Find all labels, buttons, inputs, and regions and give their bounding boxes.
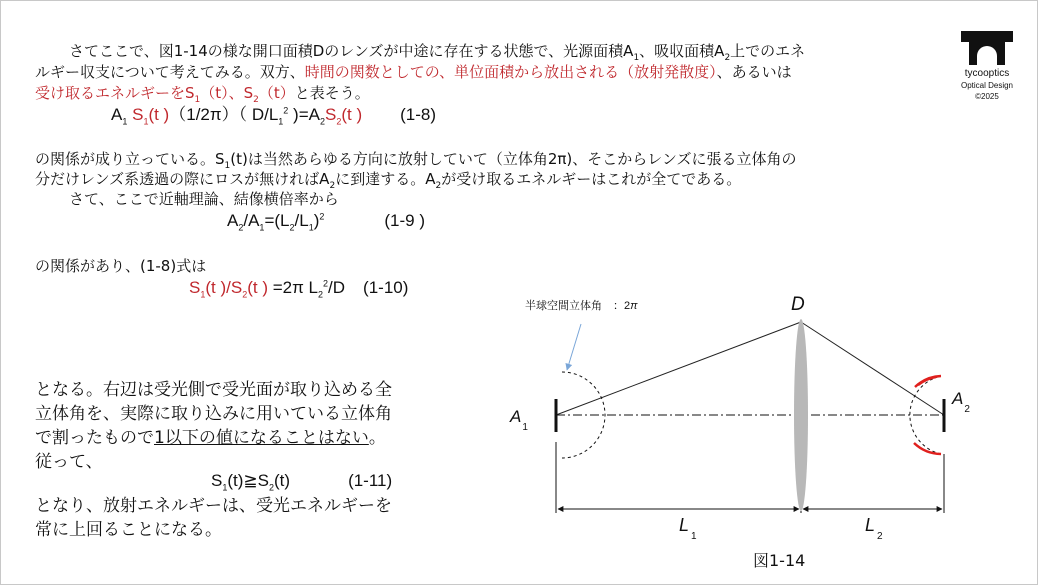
label-l2: $L_2$ <box>865 515 883 542</box>
para1-line2: ルギー収支について考えてみる。双方、時間の関数としての、単位面積から放出される（放射発散度）、あるいは <box>35 63 792 81</box>
ray-to-lens <box>556 322 801 415</box>
equation-1-8: $A_1$ $S_1(t$ )（1/2π）（ $D/L_1^2$ )$=A_2S_2(t$ ) (1-8) <box>111 105 437 127</box>
para5-line2: 常に上回ることになる。 <box>35 520 222 540</box>
para4-line2: 立体角を、実際に取り込みに用いている立体角 <box>35 404 392 424</box>
para1-line1: さてここで、図1-14の様な開口面積Dのレンズが中途に存在する状態で、光源面積$A_1$、吸収面積$A_2$上でのエネ <box>69 42 806 63</box>
label-a1: $A_1$ <box>510 407 528 433</box>
label-d: D <box>791 294 805 315</box>
para4-line1: となる。右辺は受光側で受光面が取り込める全 <box>35 380 392 400</box>
para2-line2: 分だけレンズ系透過の際にロスが無ければ$A_2$に到達する。$A_2$が受け取るエネルギーはこれが全てである。 <box>35 170 742 191</box>
ray-from-lens <box>801 322 944 415</box>
para4-line3: で割ったもので1以下の値になることはない。 <box>35 428 386 448</box>
logo-subtitle: Optical Design <box>960 81 1014 90</box>
annotation-text: 半球空間立体角 ：2π <box>525 300 638 312</box>
para5-line1: となり、放射エネルギーは、受光エネルギーを <box>35 496 392 516</box>
para2-line1: の関係が成り立っている。$S_1(t)$は当然あらゆる方向に放射していて（立体角2π)、そこからレンズに張る立体角の <box>35 150 797 171</box>
logo-copyright: ©2025 <box>975 92 999 101</box>
label-a2: $A_2$ <box>952 389 970 415</box>
lens <box>794 319 808 511</box>
figure-1-14 <box>1 1 1037 584</box>
annotation-arrow <box>567 324 581 370</box>
equation-1-9: $A_2/A_1=(L_2/L_1)^2$ (1-9 ) <box>227 211 426 233</box>
para1-line3: 受け取るエネルギーを$S_1(t)$、$S_2(t)$と表そう。 <box>35 84 370 105</box>
para3: の関係があり、(1-8)式は <box>35 257 207 275</box>
label-l1: $L_1$ <box>679 515 697 542</box>
equation-1-10: $S_1(t$ )$/S_2(t$ ) =2π $L_2^2/D$ (1-10) <box>189 278 409 300</box>
equation-1-11: $S_1(t)≧S_2(t)$ (1-11) <box>211 471 393 493</box>
para4-line4: 従って、 <box>35 452 103 472</box>
figure-caption: 図1-14 <box>753 551 806 570</box>
logo-name: tycooptics <box>964 68 1010 79</box>
para2-line3: さて、ここで近軸理論、結像横倍率から <box>69 190 339 208</box>
